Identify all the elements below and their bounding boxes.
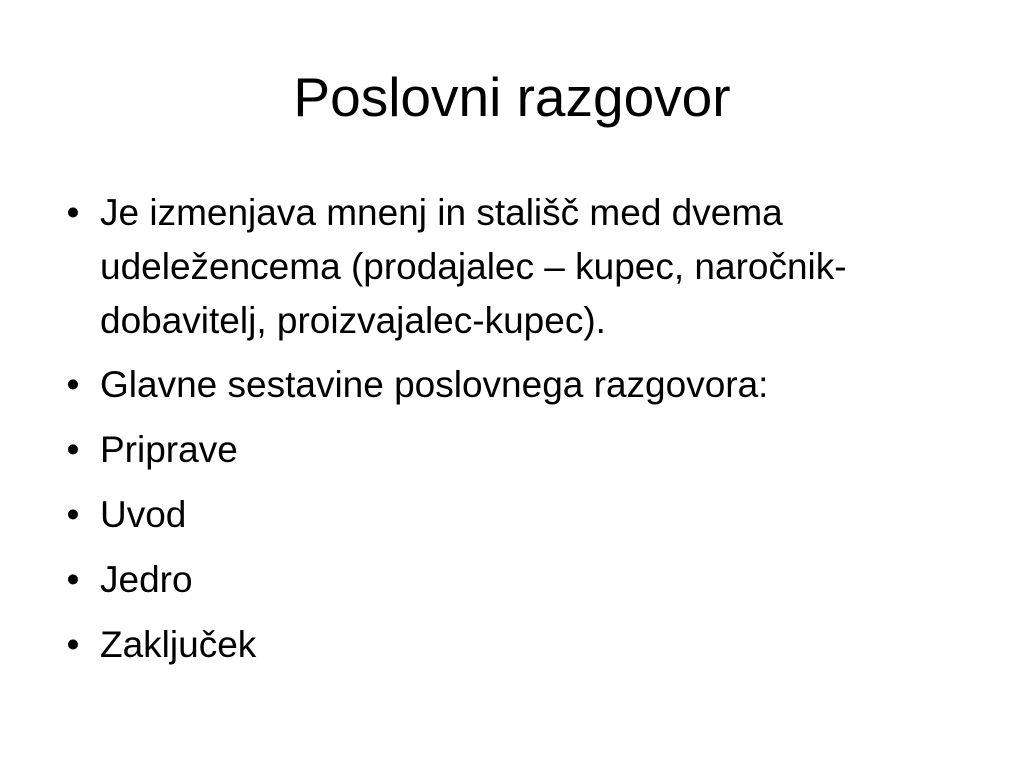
bullet-item bbox=[58, 186, 958, 348]
bullet-text: Priprave bbox=[100, 429, 238, 470]
bullet-icon: • bbox=[66, 494, 80, 535]
bullet-icon: • bbox=[66, 192, 80, 233]
bullet-item bbox=[58, 552, 958, 608]
bullet-text: Zaključek bbox=[100, 624, 257, 665]
bullet-item bbox=[58, 357, 958, 413]
bullet-item bbox=[58, 422, 958, 478]
bullet-icon: • bbox=[66, 429, 80, 470]
bullet-icon: • bbox=[66, 364, 80, 405]
bullet-icon: • bbox=[66, 624, 80, 665]
bullet-text: Glavne sestavine poslovnega razgovora: bbox=[100, 364, 769, 405]
bullet-text: Je izmenjava mnenj in stališč med dvema udeležencema (prodajalec – kupec, naročnik-dobavitelj, proizvajalec-kupec). bbox=[100, 192, 847, 341]
bullet-list bbox=[58, 186, 958, 682]
bullet-text: Jedro bbox=[100, 559, 193, 600]
slide-title: Poslovni razgovor bbox=[293, 66, 731, 128]
bullet-text: Uvod bbox=[100, 494, 187, 535]
bullet-icon: • bbox=[66, 559, 80, 600]
bullet-item bbox=[58, 617, 958, 673]
bullet-item bbox=[58, 487, 958, 543]
